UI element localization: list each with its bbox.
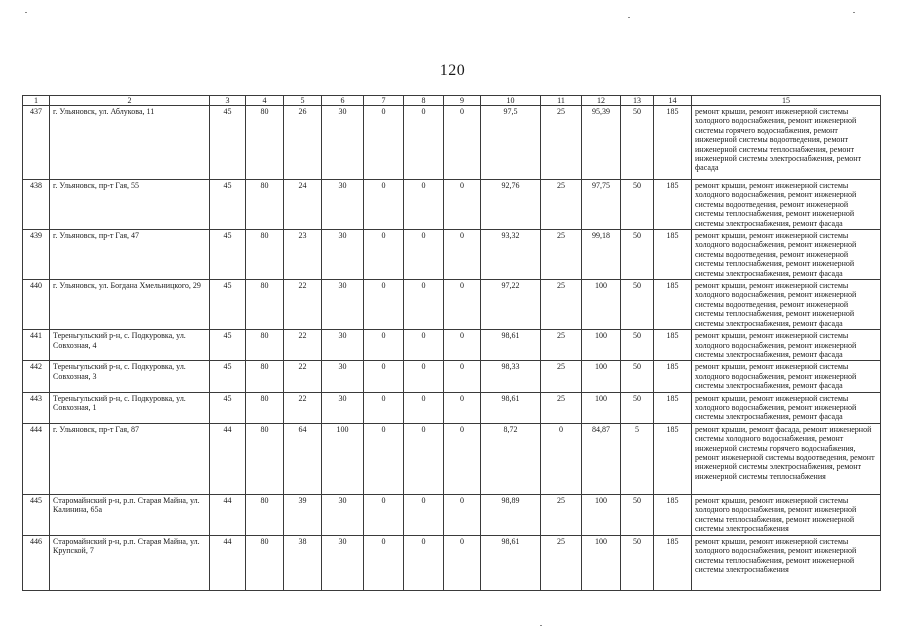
value-cell: 0 (404, 361, 444, 392)
value-cell: 0 (364, 392, 404, 423)
value-cell: 25 (541, 361, 582, 392)
repair-registry-table (22, 95, 881, 591)
value-cell: 0 (444, 230, 481, 280)
repair-works-cell: ремонт крыши, ремонт инженерной системы холодного водоснабжения, ремонт инженерной системы водоотведения, ремонт инженерной системы теплоснабжения, ремонт инженерной системы электроснабжения, ремонт фасада (692, 180, 881, 230)
value-cell: 0 (404, 494, 444, 535)
address-cell: г. Ульяновск, пр-т Гая, 87 (50, 423, 210, 494)
value-cell: 97,75 (582, 180, 621, 230)
value-cell: 22 (284, 361, 322, 392)
value-cell: 0 (364, 423, 404, 494)
value-cell: 100 (322, 423, 364, 494)
address-cell: г. Ульяновск, ул. Аблукова, 11 (50, 106, 210, 180)
value-cell: 50 (621, 330, 654, 361)
table-row (23, 230, 881, 280)
value-cell: 30 (322, 106, 364, 180)
value-cell: 98,89 (481, 494, 541, 535)
value-cell: 0 (444, 106, 481, 180)
row-number-cell: 442 (23, 361, 50, 392)
value-cell: 44 (210, 494, 246, 535)
value-cell: 0 (404, 535, 444, 590)
value-cell: 0 (404, 180, 444, 230)
value-cell: 0 (404, 106, 444, 180)
column-number-header: 5 (284, 96, 322, 106)
address-cell: Старомайнский р-н, р.п. Старая Майна, ул. Крупской, 7 (50, 535, 210, 590)
value-cell: 50 (621, 230, 654, 280)
column-number-header: 12 (582, 96, 621, 106)
value-cell: 0 (444, 180, 481, 230)
value-cell: 0 (444, 423, 481, 494)
table-row (23, 280, 881, 330)
value-cell: 30 (322, 230, 364, 280)
value-cell: 80 (246, 423, 284, 494)
repair-works-cell: ремонт крыши, ремонт инженерной системы холодного водоснабжения, ремонт инженерной системы теплоснабжения, ремонт инженерной системы электроснабжения (692, 535, 881, 590)
value-cell: 0 (364, 280, 404, 330)
value-cell: 0 (404, 423, 444, 494)
repair-works-cell: ремонт крыши, ремонт инженерной системы холодного водоснабжения, ремонт инженерной системы водоотведения, ремонт инженерной системы теплоснабжения, ремонт инженерной системы электроснабжения, ремонт фасада (692, 230, 881, 280)
repair-works-cell: ремонт крыши, ремонт инженерной системы холодного водоснабжения, ремонт инженерной системы горячего водоснабжения, ремонт инженерной системы водоотведения, ремонт инженерной системы теплоснабжения, ремонт инженерной системы электроснабжения, ремонт фасада (692, 106, 881, 180)
value-cell: 98,61 (481, 330, 541, 361)
value-cell: 38 (284, 535, 322, 590)
value-cell: 80 (246, 392, 284, 423)
value-cell: 8,72 (481, 423, 541, 494)
value-cell: 23 (284, 230, 322, 280)
value-cell: 80 (246, 280, 284, 330)
value-cell: 185 (654, 230, 692, 280)
value-cell: 30 (322, 494, 364, 535)
value-cell: 84,87 (582, 423, 621, 494)
value-cell: 0 (444, 494, 481, 535)
column-number-header: 1 (23, 96, 50, 106)
value-cell: 45 (210, 392, 246, 423)
value-cell: 44 (210, 535, 246, 590)
column-number-header: 9 (444, 96, 481, 106)
address-cell: Тереньгульский р-н, с. Подкуровка, ул. Совхозная, 4 (50, 330, 210, 361)
value-cell: 39 (284, 494, 322, 535)
value-cell: 185 (654, 494, 692, 535)
value-cell: 0 (364, 106, 404, 180)
table-header-row (23, 96, 881, 106)
value-cell: 50 (621, 106, 654, 180)
value-cell: 100 (582, 392, 621, 423)
address-cell: Старомайнский р-н, р.п. Старая Майна, ул. Калинина, 65а (50, 494, 210, 535)
value-cell: 95,39 (582, 106, 621, 180)
table-row (23, 180, 881, 230)
value-cell: 97,22 (481, 280, 541, 330)
column-number-header: 8 (404, 96, 444, 106)
value-cell: 185 (654, 535, 692, 590)
value-cell: 99,18 (582, 230, 621, 280)
value-cell: 0 (444, 280, 481, 330)
column-number-header: 6 (322, 96, 364, 106)
value-cell: 0 (541, 423, 582, 494)
address-cell: г. Ульяновск, пр-т Гая, 47 (50, 230, 210, 280)
value-cell: 26 (284, 106, 322, 180)
value-cell: 80 (246, 535, 284, 590)
value-cell: 80 (246, 180, 284, 230)
repair-works-cell: ремонт крыши, ремонт инженерной системы холодного водоснабжения, ремонт инженерной системы теплоснабжения, ремонт инженерной системы электроснабжения (692, 494, 881, 535)
table-row (23, 392, 881, 423)
column-number-header: 14 (654, 96, 692, 106)
value-cell: 30 (322, 180, 364, 230)
value-cell: 100 (582, 361, 621, 392)
value-cell: 22 (284, 392, 322, 423)
column-number-header: 7 (364, 96, 404, 106)
value-cell: 30 (322, 330, 364, 361)
value-cell: 50 (621, 361, 654, 392)
row-number-cell: 444 (23, 423, 50, 494)
value-cell: 50 (621, 392, 654, 423)
value-cell: 185 (654, 423, 692, 494)
value-cell: 100 (582, 494, 621, 535)
value-cell: 45 (210, 330, 246, 361)
table-row (23, 423, 881, 494)
value-cell: 100 (582, 535, 621, 590)
value-cell: 93,32 (481, 230, 541, 280)
repair-works-cell: ремонт крыши, ремонт фасада, ремонт инженерной системы холодного водоснабжения, ремонт инженерной системы горячего водоснабжения, ремонт инженерной системы водоотведения, ремонт инженерной системы электроснабжения, ремонт инженерной системы теплоснабжения (692, 423, 881, 494)
value-cell: 0 (404, 230, 444, 280)
value-cell: 185 (654, 106, 692, 180)
table-row (23, 330, 881, 361)
repair-works-cell: ремонт крыши, ремонт инженерной системы холодного водоснабжения, ремонт инженерной системы водоотведения, ремонт инженерной системы теплоснабжения, ремонт инженерной системы электроснабжения, ремонт фасада (692, 280, 881, 330)
value-cell: 98,61 (481, 535, 541, 590)
value-cell: 80 (246, 330, 284, 361)
value-cell: 100 (582, 280, 621, 330)
value-cell: 30 (322, 392, 364, 423)
value-cell: 100 (582, 330, 621, 361)
value-cell: 30 (322, 361, 364, 392)
value-cell: 64 (284, 423, 322, 494)
address-cell: г. Ульяновск, ул. Богдана Хмельницкого, 29 (50, 280, 210, 330)
value-cell: 30 (322, 280, 364, 330)
row-number-cell: 445 (23, 494, 50, 535)
value-cell: 45 (210, 106, 246, 180)
value-cell: 0 (364, 230, 404, 280)
row-number-cell: 443 (23, 392, 50, 423)
value-cell: 24 (284, 180, 322, 230)
value-cell: 45 (210, 361, 246, 392)
value-cell: 80 (246, 230, 284, 280)
repair-works-cell: ремонт крыши, ремонт инженерной системы холодного водоснабжения, ремонт инженерной системы электроснабжения, ремонт фасада (692, 330, 881, 361)
value-cell: 0 (364, 330, 404, 361)
value-cell: 0 (404, 280, 444, 330)
scan-speck (540, 625, 542, 626)
value-cell: 98,33 (481, 361, 541, 392)
value-cell: 92,76 (481, 180, 541, 230)
value-cell: 0 (364, 180, 404, 230)
column-number-header: 2 (50, 96, 210, 106)
row-number-cell: 446 (23, 535, 50, 590)
value-cell: 22 (284, 280, 322, 330)
value-cell: 0 (364, 535, 404, 590)
value-cell: 25 (541, 494, 582, 535)
row-number-cell: 437 (23, 106, 50, 180)
value-cell: 50 (621, 494, 654, 535)
value-cell: 0 (404, 330, 444, 361)
column-number-header: 11 (541, 96, 582, 106)
value-cell: 185 (654, 180, 692, 230)
value-cell: 45 (210, 230, 246, 280)
address-cell: Тереньгульский р-н, с. Подкуровка, ул. Совхозная, 3 (50, 361, 210, 392)
address-cell: Тереньгульский р-н, с. Подкуровка, ул. Совхозная, 1 (50, 392, 210, 423)
column-number-header: 4 (246, 96, 284, 106)
table-row (23, 494, 881, 535)
value-cell: 44 (210, 423, 246, 494)
table-row (23, 106, 881, 180)
table-row (23, 361, 881, 392)
value-cell: 0 (364, 494, 404, 535)
value-cell: 0 (444, 361, 481, 392)
repair-works-cell: ремонт крыши, ремонт инженерной системы холодного водоснабжения, ремонт инженерной системы электроснабжения, ремонт фасада (692, 361, 881, 392)
value-cell: 185 (654, 392, 692, 423)
row-number-cell: 438 (23, 180, 50, 230)
value-cell: 185 (654, 361, 692, 392)
value-cell: 0 (444, 330, 481, 361)
value-cell: 50 (621, 180, 654, 230)
value-cell: 22 (284, 330, 322, 361)
value-cell: 50 (621, 535, 654, 590)
value-cell: 25 (541, 106, 582, 180)
column-number-header: 15 (692, 96, 881, 106)
value-cell: 0 (444, 392, 481, 423)
value-cell: 45 (210, 180, 246, 230)
row-number-cell: 440 (23, 280, 50, 330)
value-cell: 25 (541, 180, 582, 230)
value-cell: 25 (541, 535, 582, 590)
value-cell: 25 (541, 330, 582, 361)
value-cell: 185 (654, 330, 692, 361)
table-row (23, 535, 881, 590)
scan-speck (628, 17, 630, 18)
value-cell: 45 (210, 280, 246, 330)
value-cell: 50 (621, 280, 654, 330)
column-number-header: 10 (481, 96, 541, 106)
value-cell: 80 (246, 106, 284, 180)
value-cell: 185 (654, 280, 692, 330)
value-cell: 25 (541, 280, 582, 330)
value-cell: 25 (541, 392, 582, 423)
value-cell: 5 (621, 423, 654, 494)
column-number-header: 3 (210, 96, 246, 106)
value-cell: 0 (404, 392, 444, 423)
value-cell: 98,61 (481, 392, 541, 423)
column-number-header: 13 (621, 96, 654, 106)
value-cell: 97,5 (481, 106, 541, 180)
value-cell: 0 (444, 535, 481, 590)
address-cell: г. Ульяновск, пр-т Гая, 55 (50, 180, 210, 230)
value-cell: 0 (364, 361, 404, 392)
repair-works-cell: ремонт крыши, ремонт инженерной системы холодного водоснабжения, ремонт инженерной системы электроснабжения, ремонт фасада (692, 392, 881, 423)
value-cell: 30 (322, 535, 364, 590)
scan-speck (853, 12, 855, 13)
page-number: 120 (439, 62, 466, 79)
value-cell: 80 (246, 494, 284, 535)
value-cell: 25 (541, 230, 582, 280)
row-number-cell: 439 (23, 230, 50, 280)
row-number-cell: 441 (23, 330, 50, 361)
value-cell: 80 (246, 361, 284, 392)
scan-speck (25, 12, 27, 13)
